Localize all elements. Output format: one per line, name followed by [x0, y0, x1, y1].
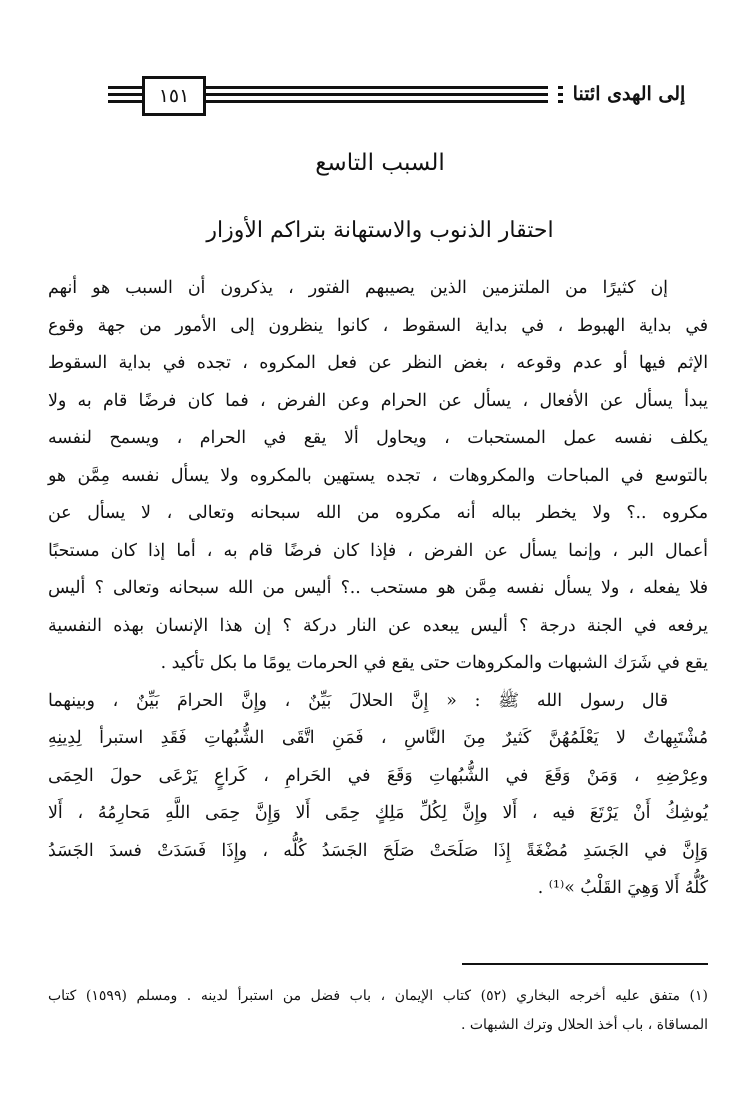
- body-line: يقع في شَرَك الشبهات والمكروهات حتى يقع في الحرمات يومًا ما بكل تأكيد .: [160, 653, 708, 673]
- body-line: يكلف نفسه عمل المستحبات ، ويحاول ألا يقع في الحرام ، ويسمح لنفسه: [48, 428, 708, 448]
- page-number-box: [142, 76, 206, 116]
- page-number: ١٥١: [158, 85, 190, 107]
- hadith-line: يُوشِكُ أَنْ يَرْتَعَ فيه ، أَلا وإِنَّ لِكُلِّ مَلِكٍ حِمًى أَلا وَإِنَّ حِمَى اللَّهِ مَحارِمُهُ ، أَلا: [48, 803, 708, 823]
- hadith-line: كُلُّهُ أَلا وَهِيَ القَلْبُ »⁽¹⁾ .: [537, 878, 708, 898]
- body-line: إن كثيرًا من الملتزمين الذين يصيبهم الفتور ، يذكرون أن السبب هو أنهم: [48, 278, 668, 298]
- header-rule-gap: [548, 80, 558, 108]
- body-line: يرفعه في الجنة درجة ؟ أليس يبعده عن النار دركة ؟ إن هذا الإنسان بهذه النفسية: [48, 615, 708, 636]
- body-line: مكروه ..؟ ولا يخطر بباله أنه مكروه من الله سبحانه وتعالى ، لا يسأل عن: [48, 503, 708, 523]
- body-text: [48, 270, 708, 908]
- footnotes: [48, 982, 708, 1040]
- body-line: فلا يفعله ، ولا يسأل نفسه مِمَّن هو مستحب ..؟ أليس من الله سبحانه وتعالى ؟ أليس: [48, 578, 709, 598]
- hadith-line: وَإِنَّ في الجَسَدِ مُضْغَةً إِذَا صَلَحَتْ صَلَحَ الجَسَدُ كُلُّه ، وإِذَا فَسَدَتْ فسدَ الجَسَدُ: [48, 840, 708, 861]
- footnote-rule: [462, 963, 708, 965]
- section-heading: السبب التاسع: [315, 150, 445, 176]
- body-line: أعمال البر ، وإنما يسأل عن الفرض ، فإذا كان فرضًا قام به ، أما إذا كان مستحبًا: [48, 540, 708, 561]
- section-subtitle: احتقار الذنوب والاستهانة بتراكم الأوزار: [206, 218, 554, 243]
- hadith-line: قال رسول الله ﷺ : « إِنَّ الحلالَ بَيِّنٌ ، وإِنَّ الحرامَ بَيِّنٌ ، وبينهما: [48, 690, 668, 711]
- hadith-line: مُشْتَبِهاتٌ لا يَعْلَمُهُنَّ كَثيرٌ مِنَ النَّاسِ ، فَمَنِ اتَّقَى الشُّبُهاتِ فَقَدِ استبرأ لِدِينِهِ: [48, 728, 708, 748]
- body-line: بالتوسع في المباحات والمكروهات ، تجده يستهين بالمكروه ولا يسأل نفسه مِمَّن هو: [48, 465, 708, 486]
- footnote-line: المساقاة ، باب أخذ الحلال وترك الشبهات .: [460, 1017, 708, 1033]
- body-line: الإثم فيها أو عدم وقوعه ، بغض النظر عن فعل المكروه ، تجده في بداية السقوط: [48, 353, 708, 373]
- running-title: إلى الهدى ائتنا: [563, 80, 695, 108]
- body-line: يبدأ يسأل عن الأفعال ، يسأل عن الحرام وعن الفرض ، فما كان فرضًا قام به ولا: [48, 390, 708, 411]
- footnote-line: (١) متفق عليه أخرجه البخاري (٥٢) كتاب الإيمان ، باب فضل من استبرأ لدينه . ومسلم (١٥٩٩) كتاب: [48, 988, 708, 1004]
- body-line: في بداية الهبوط ، في بداية السقوط ، كانوا ينظرون إلى الأمور من جهة وقوع: [48, 315, 708, 336]
- hadith-line: وعِرْضِهِ ، وَمَنْ وَقَعَ في الشُّبُهاتِ وَقَعَ في الحَرامِ ، كَراعٍ يَرْعَى حولَ الحِمَى: [48, 765, 708, 786]
